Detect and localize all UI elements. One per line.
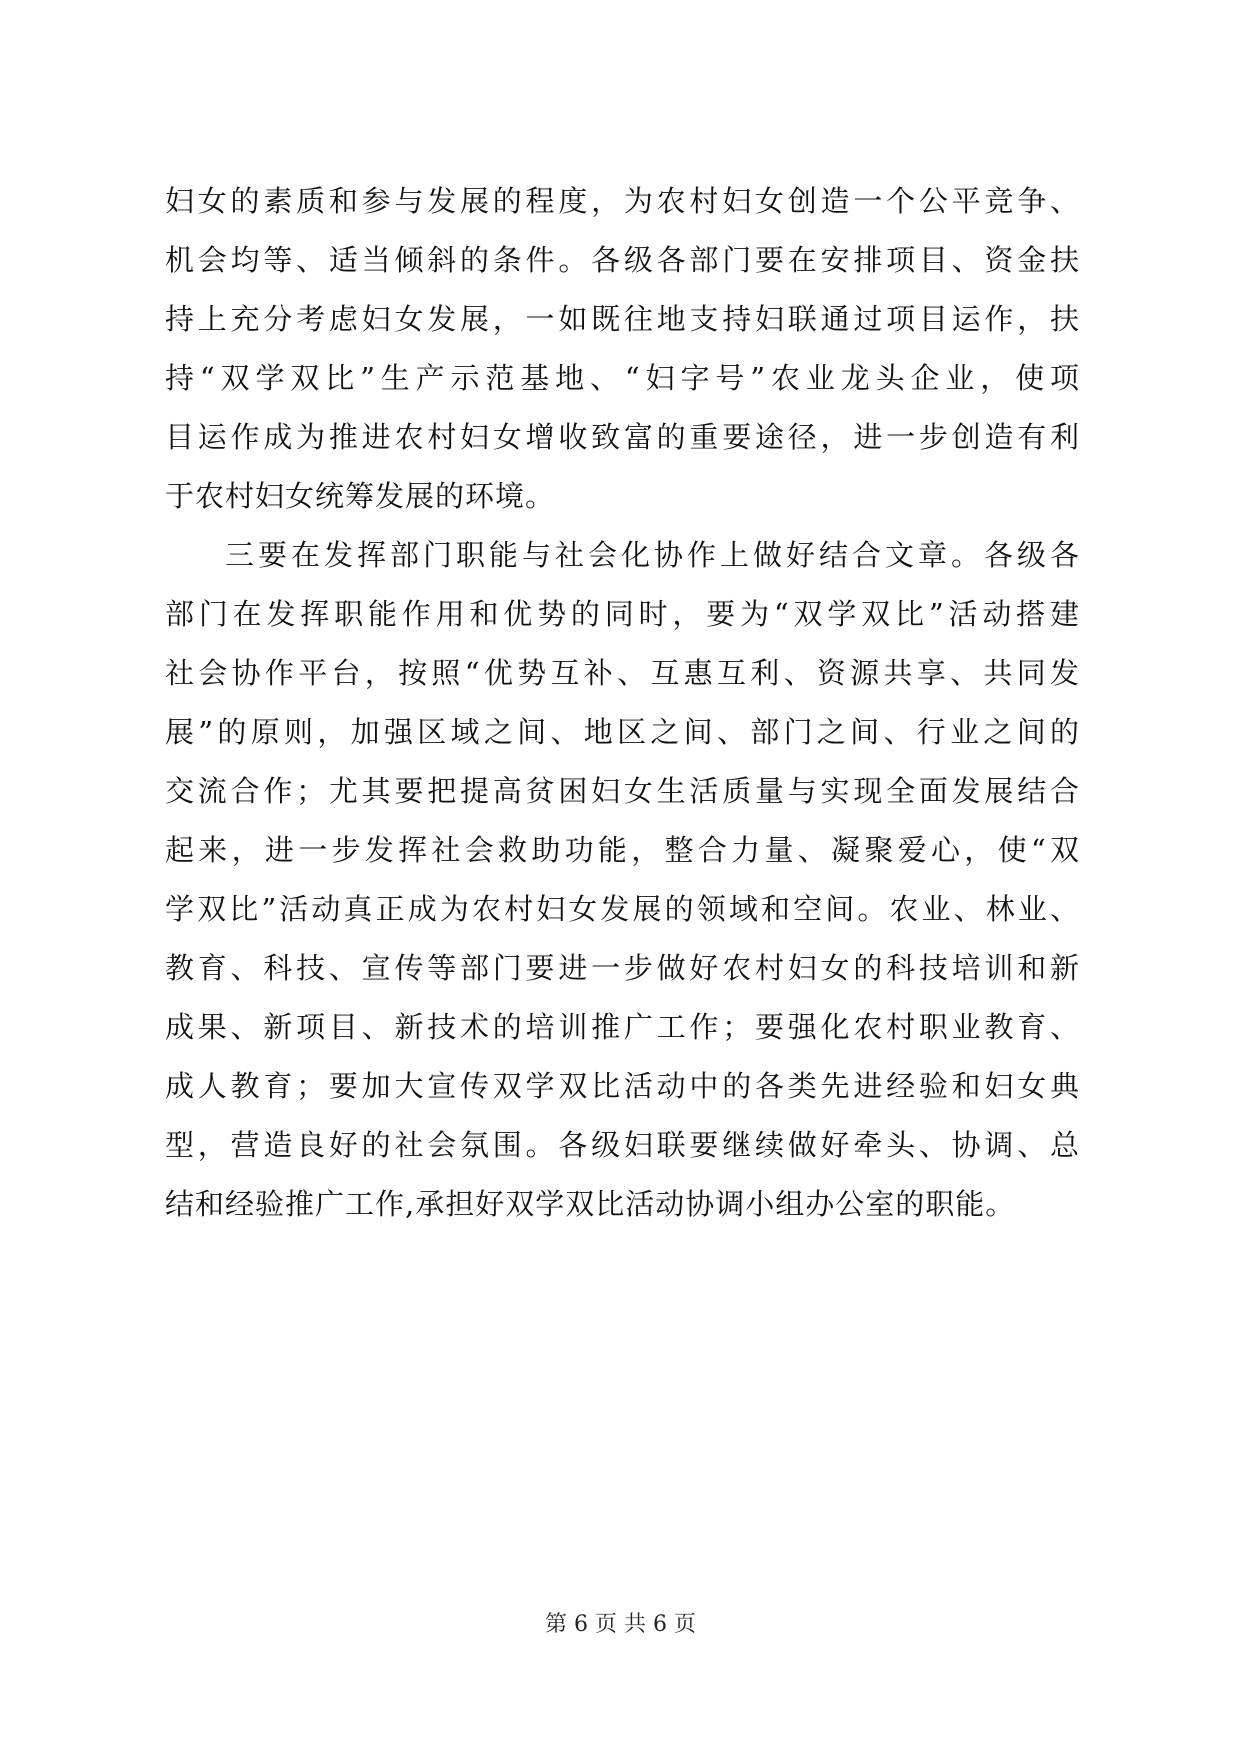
- text-line: 三要在发挥部门职能与社会化协作上做好结合文章。各级各: [225, 538, 1080, 572]
- text-line: 持“双学双比”生产示范基地、“妇字号”农业龙头企业，使项: [165, 361, 1080, 395]
- text-line: 展”的原则，加强区域之间、地区之间、部门之间、行业之间的: [165, 715, 1080, 749]
- text-line: 社会协作平台，按照“优势互补、互惠互利、资源共享、共同发: [165, 656, 1080, 690]
- text-line: 妇女的素质和参与发展的程度，为农村妇女创造一个公平竞争、: [165, 184, 1080, 218]
- text-line: 结和经验推广工作,承担好双学双比活动协调小组办公室的职能。: [165, 1187, 1016, 1221]
- text-line: 学双比”活动真正成为农村妇女发展的领域和空间。农业、林业、: [165, 892, 1080, 926]
- page-number-footer: 第 6 页 共 6 页: [545, 1612, 696, 1637]
- paragraph-1: [165, 172, 1080, 526]
- text-line: 于农村妇女统筹发展的环境。: [165, 479, 556, 513]
- text-line: 机会均等、适当倾斜的条件。各级各部门要在安排项目、资金扶: [165, 243, 1080, 277]
- paragraph-2: [165, 526, 1080, 1234]
- text-line: 目运作成为推进农村妇女增收致富的重要途径，进一步创造有利: [165, 420, 1080, 454]
- text-line: 成果、新项目、新技术的培训推广工作；要强化农村职业教育、: [165, 1010, 1080, 1044]
- text-line: 型，营造良好的社会氛围。各级妇联要继续做好牵头、协调、总: [165, 1128, 1080, 1162]
- text-line: 持上充分考虑妇女发展，一如既往地支持妇联通过项目运作，扶: [165, 302, 1080, 336]
- text-line: 成人教育；要加大宣传双学双比活动中的各类先进经验和妇女典: [165, 1069, 1080, 1103]
- text-line: 交流合作；尤其要把提高贫困妇女生活质量与实现全面发展结合: [165, 774, 1080, 808]
- text-line: 部门在发挥职能作用和优势的同时，要为“双学双比”活动搭建: [165, 597, 1080, 631]
- text-line: 教育、科技、宣传等部门要进一步做好农村妇女的科技培训和新: [165, 951, 1080, 985]
- body-text: [165, 172, 1080, 1234]
- text-line: 起来，进一步发挥社会救助功能，整合力量、凝聚爱心，使“双: [165, 833, 1080, 867]
